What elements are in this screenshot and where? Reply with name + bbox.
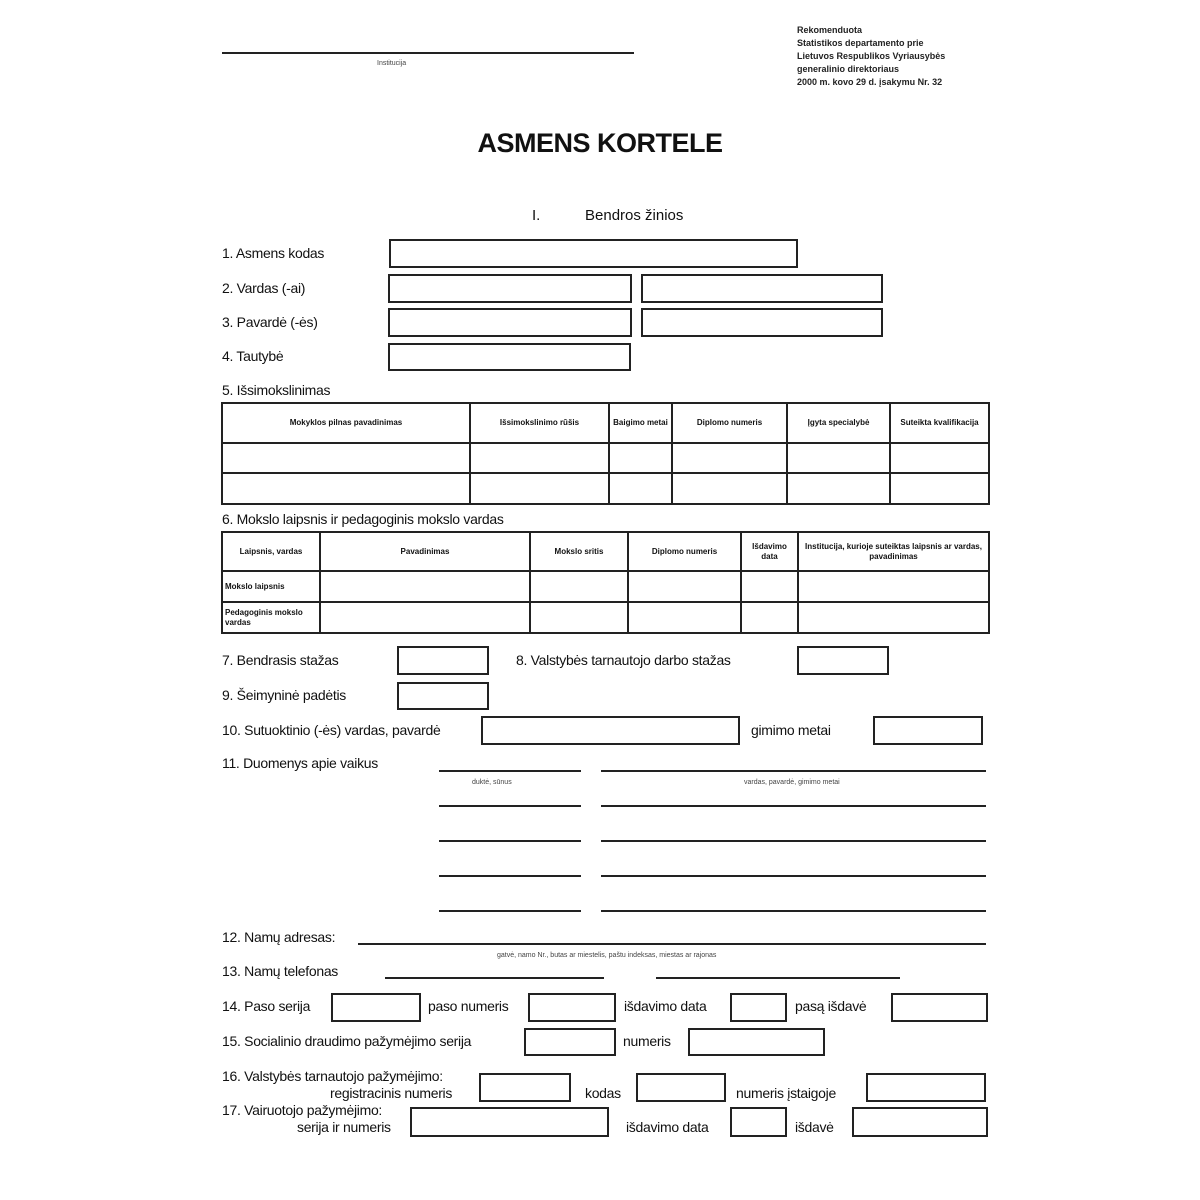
nationality-field[interactable] [388,343,631,371]
pedagogical-title-row-label: Pedagoginis mokslo vardas [222,602,320,633]
label-children: 11. Duomenys apie vaikus [222,755,378,771]
label-registration-number: registracinis numeris [330,1085,453,1101]
table-row [222,443,989,473]
recommendation-line: Lietuvos Respublikos Vyriausybės [797,51,946,61]
label-passport-issuer: pasą išdavė [795,998,867,1014]
institution-caption: Institucija [377,60,407,67]
table-cell[interactable] [741,602,798,633]
label-marital-status: 9. Šeimyninė padėtis [222,687,346,703]
recommendation-line: 2000 m. kovo 29 d. įsakymu Nr. 32 [797,77,943,87]
spouse-birth-year-field[interactable] [873,716,983,745]
label-personal-code: 1. Asmens kodas [222,245,325,261]
child-details-line[interactable] [601,805,986,807]
child-details-caption: vardas, pavardė, gimimo metai [744,779,840,786]
social-insurance-number-field[interactable] [688,1028,825,1056]
table-cell[interactable] [470,473,609,504]
passport-series-field[interactable] [331,993,421,1022]
child-details-line[interactable] [601,910,986,912]
section-number: I. [532,207,541,224]
table-cell[interactable] [609,443,672,473]
degree-header-title: Laipsnis, vardas [222,532,320,571]
label-first-name: 2. Vardas (-ai) [222,280,306,296]
child-relation-caption: duktė, sūnus [472,779,512,786]
home-phone-line-1[interactable] [385,977,604,979]
table-cell[interactable] [470,443,609,473]
degree-header-field: Mokslo sritis [530,532,628,571]
degree-header-date: Išdavimo data [741,532,798,571]
table-cell[interactable] [798,571,989,602]
child-relation-line[interactable] [439,770,581,772]
table-cell[interactable] [798,602,989,633]
label-passport-series: 14. Paso serija [222,998,311,1014]
institution-line [222,52,634,54]
label-degree: 6. Mokslo laipsnis ir pedagoginis mokslo vardas [222,511,504,527]
registration-number-field[interactable] [479,1073,571,1102]
institution-number-field[interactable] [866,1073,986,1102]
label-home-phone: 13. Namų telefonas [222,963,339,979]
label-license-series-number: serija ir numeris [297,1119,391,1135]
marital-status-field[interactable] [397,682,489,710]
label-spouse-name: 10. Sutuoktinio (-ės) vardas, pavardė [222,722,441,738]
table-cell[interactable] [672,473,787,504]
table-cell[interactable] [222,443,470,473]
label-last-name: 3. Pavardė (-ės) [222,314,318,330]
child-details-line[interactable] [601,840,986,842]
last-name-field-1[interactable] [388,308,632,337]
label-passport-number: paso numeris [428,998,509,1014]
child-relation-line[interactable] [439,805,581,807]
label-spouse-birth-year: gimimo metai [751,722,831,738]
education-header-type: Išsimokslinimo rūšis [470,403,609,443]
table-row [222,602,989,633]
education-header-diploma: Diplomo numeris [672,403,787,443]
education-header-year: Baigimo metai [609,403,672,443]
passport-number-field[interactable] [528,993,616,1022]
label-social-insurance-series: 15. Socialinio draudimo pažymėjimo serija [222,1033,472,1049]
child-relation-line[interactable] [439,910,581,912]
degree-table [221,531,990,634]
civil-service-experience-field[interactable] [797,646,889,675]
first-name-field-1[interactable] [388,274,632,303]
table-cell[interactable] [222,473,470,504]
education-header-school: Mokyklos pilnas pavadinimas [222,403,470,443]
passport-issue-date-field[interactable] [730,993,787,1022]
education-table [221,402,990,505]
label-driver-license: 17. Vairuotojo pažymėjimo: [222,1102,383,1118]
education-header-specialty: Įgyta specialybė [787,403,890,443]
label-nationality: 4. Tautybė [222,348,284,364]
label-license-issue-date: išdavimo data [626,1119,709,1135]
table-cell[interactable] [628,571,741,602]
table-cell[interactable] [787,443,890,473]
license-issue-date-field[interactable] [730,1107,787,1137]
home-address-caption: gatvė, namo Nr., butas ar miestelis, paštu indeksas, miestas ar rajonas [497,952,717,959]
label-social-insurance-number: numeris [623,1033,671,1049]
recommendation-line: generalinio direktoriaus [797,64,900,74]
table-cell[interactable] [609,473,672,504]
home-phone-line-2[interactable] [656,977,900,979]
personal-code-field[interactable] [389,239,798,268]
table-cell[interactable] [787,473,890,504]
license-issuer-field[interactable] [852,1107,988,1137]
table-cell[interactable] [320,571,530,602]
table-cell[interactable] [628,602,741,633]
child-details-line[interactable] [601,875,986,877]
child-relation-line[interactable] [439,840,581,842]
label-home-address: 12. Namų adresas: [222,929,336,945]
label-institution-number: numeris įstaigoje [736,1085,836,1101]
table-cell[interactable] [890,473,989,504]
child-relation-line[interactable] [439,875,581,877]
label-passport-issue-date: išdavimo data [624,998,707,1014]
table-cell[interactable] [530,571,628,602]
social-insurance-series-field[interactable] [524,1028,616,1056]
recommendation-note [797,24,945,89]
education-header-qualification: Suteikta kvalifikacija [890,403,989,443]
label-education: 5. Išsimokslinimas [222,382,331,398]
degree-header-name: Pavadinimas [320,532,530,571]
page-title: ASMENS KORTELE [477,128,723,158]
recommendation-line: Rekomenduota [797,25,863,35]
table-cell[interactable] [741,571,798,602]
home-address-line[interactable] [358,943,986,945]
table-row [222,571,989,602]
degree-header-institution: Institucija, kurioje suteiktas laipsnis ar vardas, pavadinimas [798,532,989,571]
label-license-issuer: išdavė [795,1119,834,1135]
label-civil-servant-card: 16. Valstybės tarnautojo pažymėjimo: [222,1068,443,1084]
label-civil-service-experience: 8. Valstybės tarnautojo darbo stažas [516,652,731,668]
label-total-experience: 7. Bendrasis stažas [222,652,339,668]
last-name-field-2[interactable] [641,308,883,337]
table-cell[interactable] [320,602,530,633]
child-details-line[interactable] [601,770,986,772]
table-cell[interactable] [530,602,628,633]
degree-header-diploma: Diplomo numeris [628,532,741,571]
table-row [222,473,989,504]
license-series-number-field[interactable] [410,1107,609,1137]
degree-row-label: Mokslo laipsnis [222,571,320,602]
card-code-field[interactable] [636,1073,726,1102]
total-experience-field[interactable] [397,646,489,675]
first-name-field-2[interactable] [641,274,883,303]
label-card-code: kodas [585,1085,621,1101]
recommendation-line: Statistikos departamento prie [797,38,924,48]
table-cell[interactable] [890,443,989,473]
table-cell[interactable] [672,443,787,473]
section-title: Bendros žinios [585,207,684,224]
passport-issuer-field[interactable] [891,993,988,1022]
spouse-name-field[interactable] [481,716,740,745]
